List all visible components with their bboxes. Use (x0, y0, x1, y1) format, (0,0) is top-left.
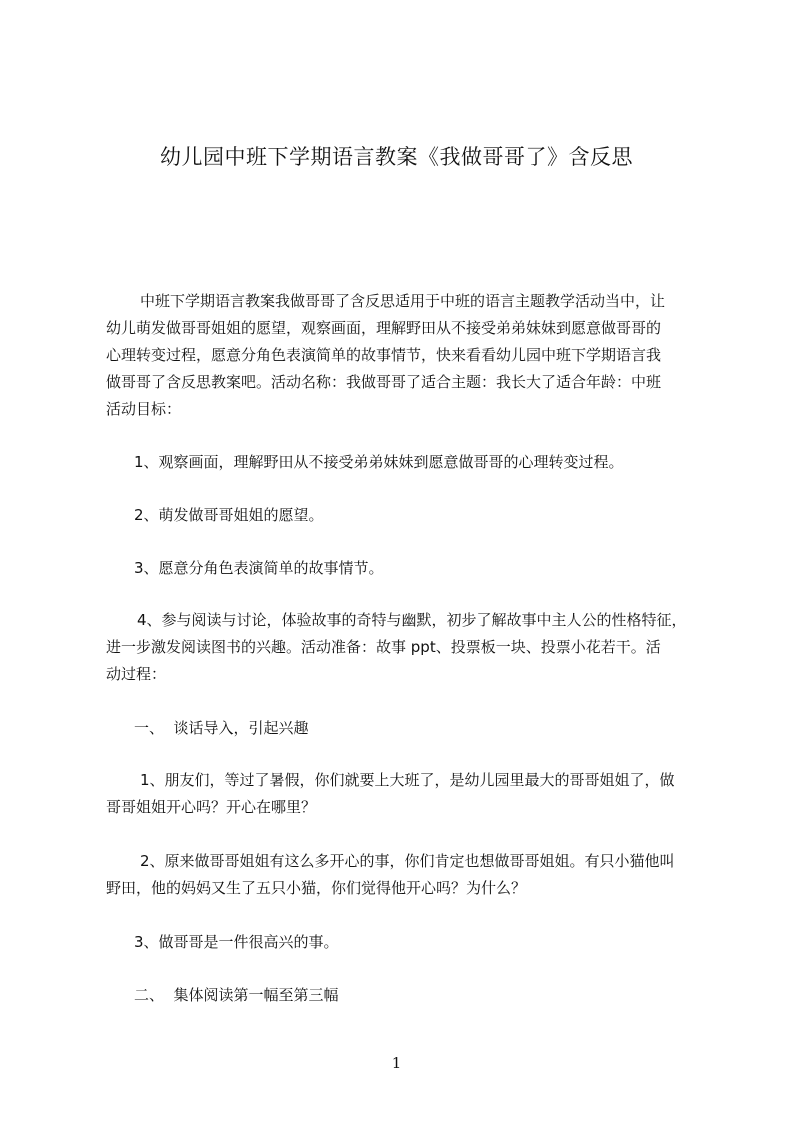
page-number: 1 (391, 1054, 402, 1072)
section-heading-2: 二、 集体阅读第一幅至第三幅 (134, 986, 339, 1004)
goal-1: 1、观察画面，理解野田从不接受弟弟妹妹到愿意做哥哥的心理转变过程。 (134, 453, 624, 471)
step-3: 3、做哥哥是一件很高兴的事。 (134, 933, 339, 951)
paragraph-line: 进一步激发阅读图书的兴趣。活动准备：故事 ppt、投票板一块、投票小花若干。活 (106, 638, 661, 656)
paragraph-line: 1、朋友们，等过了暑假，你们就要上大班了，是幼儿园里最大的哥哥姐姐了，做 (140, 771, 675, 789)
paragraph-line: 幼儿萌发做哥哥姐姐的愿望，观察画面，理解野田从不接受弟弟妹妹到愿意做哥哥的 (106, 319, 662, 337)
paragraph-line: 做哥哥了含反思教案吧。活动名称：我做哥哥了适合主题：我长大了适合年龄：中班 (106, 373, 662, 391)
paragraph-line: 4、参与阅读与讨论，体验故事的奇特与幽默，初步了解故事中主人公的性格特征， (137, 611, 687, 629)
goal-3: 3、愿意分角色表演简单的故事情节。 (134, 559, 384, 577)
goal-2: 2、萌发做哥哥姐姐的愿望。 (134, 506, 324, 524)
paragraph-line: 动过程： (106, 665, 167, 683)
paragraph-line: 野田，他的妈妈又生了五只小猫，你们觉得他开心吗？为什么？ (106, 879, 527, 897)
section-heading-1: 一、 谈话导入，引起兴趣 (134, 719, 309, 737)
paragraph-line: 哥哥姐姐开心吗？开心在哪里？ (106, 798, 317, 816)
paragraph-line: 2、原来做哥哥姐姐有这么多开心的事，你们肯定也想做哥哥姐姐。有只小猫他叫 (140, 852, 675, 870)
intro-paragraph (106, 288, 702, 423)
step-1-paragraph (106, 767, 702, 821)
goal-4-paragraph (106, 607, 702, 688)
document-title: 幼儿园中班下学期语言教案《我做哥哥了》含反思 (160, 145, 633, 169)
paragraph-line: 心理转变过程，愿意分角色表演简单的故事情节，快来看看幼儿园中班下学期语言我 (106, 346, 662, 364)
step-2-paragraph (106, 848, 702, 902)
paragraph-line: 中班下学期语言教案我做哥哥了含反思适用于中班的语言主题教学活动当中，让 (140, 292, 666, 310)
paragraph-line: 活动目标： (106, 400, 182, 418)
